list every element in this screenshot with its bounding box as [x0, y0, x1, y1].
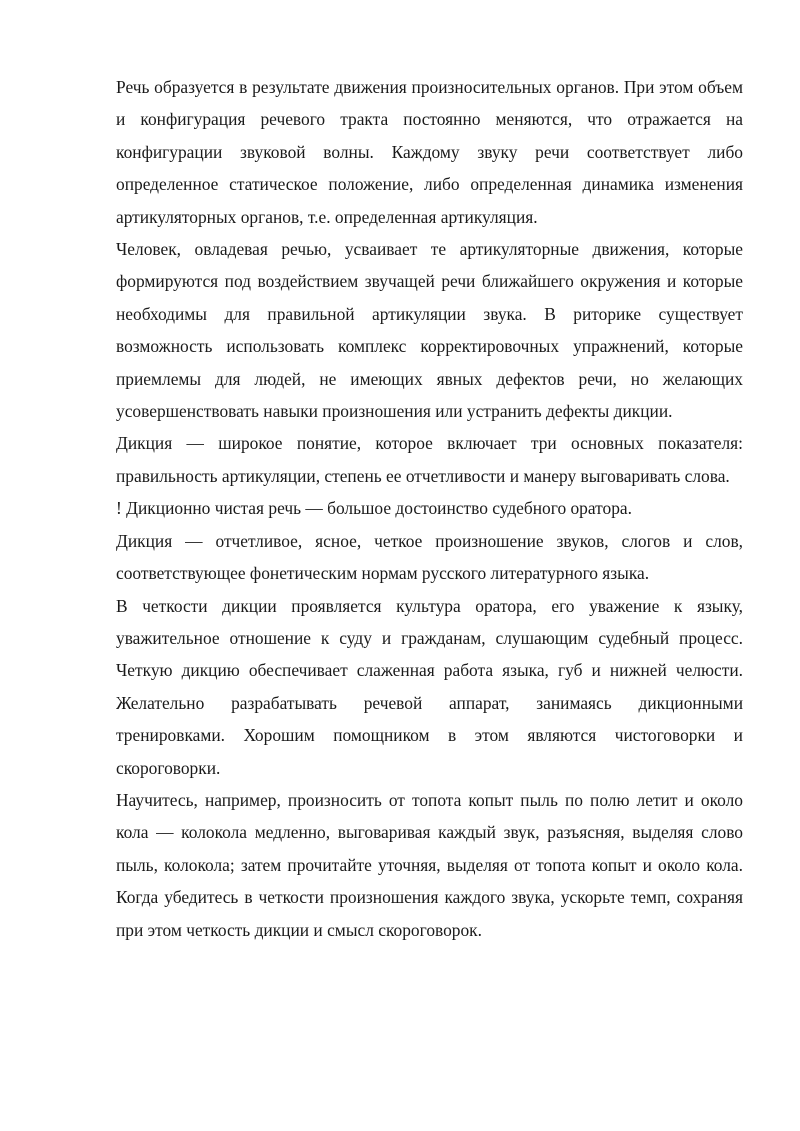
paragraph-diction-definition-broad: Дикция — широкое понятие, которое включает три основных показателя: правильность артикуляции, степень ее отчетливости и манеру выговаривать слова.	[116, 433, 743, 486]
paragraph-speech-formation: Речь образуется в результате движения произносительных органов. При этом объем и конфигурация речевого тракта постоянно меняются, что отражается на конфигурации звуковой волны. Каждому звуку речи соответствует либо определенное статическое положение, либо определенная динамика изменения артикуляторных органов, т.е. определенная артикуляция.	[116, 77, 743, 227]
paragraph-diction-definition: Дикция — отчетливое, ясное, четкое произношение звуков, слогов и слов, соответствующее фонетическим нормам русского литературного языка.	[116, 530, 743, 584]
paragraph-tongue-twister-exercise: Научитесь, например, произносить от топота копыт пыль по полю летит и около кола — колокола медленно, выговаривая каждый звук, разъясняя, выделяя слово пыль, колокола; затем прочитайте уточняя, выделяя от топота копыт и около кола. Когда убедитесь в четкости произношения каждого звука, ускорьте темп, сохраняя при этом четкость дикции и смысл скороговорок.	[116, 789, 743, 940]
paragraph-diction-culture: В четкости дикции проявляется культура оратора, его уважение к языку, уважительное отношение к суду и гражданам, слушающим судебный процесс. Четкую дикцию обеспечивает слаженная работа языка, губ и нижней челюсти. Желательно разрабатывать речевой аппарат, занимаясь дикционными тренировками. Хорошим помощником в этом являются чистоговорки и скороговорки.	[116, 595, 743, 778]
paragraph-diction-note: ! Дикционно чистая речь — большое достоинство судебного оратора.	[116, 498, 632, 519]
document-body	[116, 71, 743, 946]
paragraph-articulation-learning: Человек, овладевая речью, усваивает те артикуляторные движения, которые формируются под воздействием звучащей речи ближайшего окружения и которые необходимы для правильной артикуляции звука. В риторике существует возможность использовать комплекс корректировочных упражнений, которые приемлемы для людей, не имеющих явных дефектов речи, но желающих усовершенствовать навыки произношения или устранить дефекты дикции.	[116, 239, 743, 422]
